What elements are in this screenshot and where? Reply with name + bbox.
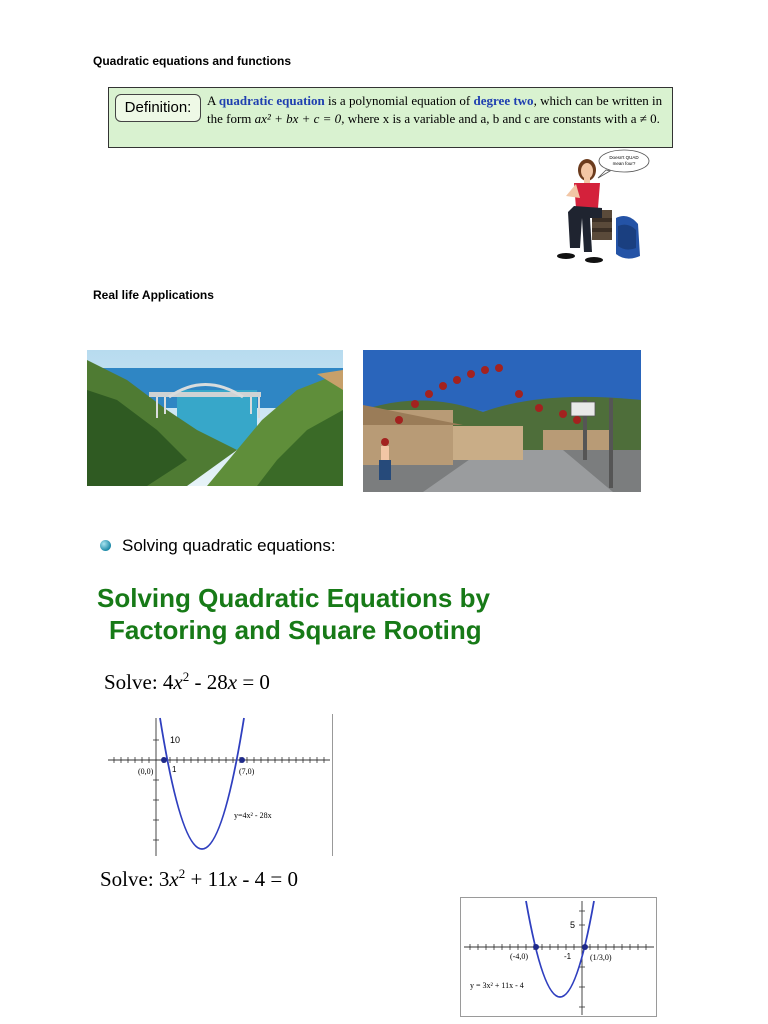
graph1-root-b: (7,0) bbox=[239, 767, 255, 776]
bridge-photo bbox=[87, 350, 343, 486]
problem1-equation: Solve: $4x^2 - 28x = 0$ bbox=[104, 669, 270, 694]
graph1-label-1: 1 bbox=[172, 765, 177, 774]
graph1-root-a: (0,0) bbox=[138, 767, 154, 776]
graph2-root-b: (1/3,0) bbox=[590, 953, 612, 962]
definition-formula: ax² + bx + c = 0 bbox=[254, 110, 342, 126]
keyword-quadratic-equation: quadratic equation bbox=[218, 93, 325, 108]
problem2-graph bbox=[460, 897, 658, 1017]
definition-box bbox=[108, 87, 673, 148]
graph2-root-a: (-4,0) bbox=[510, 952, 528, 961]
document-title: Quadratic equations and functions bbox=[93, 54, 292, 68]
graph1-curve-label: y=4x² - 28x bbox=[234, 811, 272, 820]
graph2-curve-label: y = 3x² + 11x - 4 bbox=[470, 981, 524, 990]
solving-bullet-text: Solving quadratic equations: bbox=[122, 536, 336, 555]
problem2-equation: Solve: $3x^2 + 11x - 4 = 0$ bbox=[100, 866, 298, 891]
definition-label: Definition: bbox=[115, 94, 201, 122]
graph1-label-10: 10 bbox=[170, 735, 181, 745]
cartoon-student-image bbox=[552, 148, 652, 268]
graph2-label-5: 5 bbox=[570, 920, 576, 930]
keyword-degree-two: degree two bbox=[473, 93, 534, 108]
solving-title-line2: Factoring and Square Rooting bbox=[109, 615, 482, 645]
graph2-label-minus1: -1 bbox=[564, 952, 572, 961]
speech-bubble-text: Doesn't QUAD bbox=[609, 155, 639, 160]
solving-title bbox=[97, 582, 557, 646]
svg-text:mean four?: mean four? bbox=[612, 161, 636, 166]
problem1-graph bbox=[108, 714, 334, 856]
bullet-icon bbox=[100, 540, 111, 551]
basketball-trajectory-photo bbox=[363, 350, 641, 492]
applications-heading: Real life Applications bbox=[93, 288, 214, 302]
definition-text: A quadratic equation is a polynomial equation of degree two, which can be written in the form ax² + bx + c = 0, where x is a variable and a, b and c are constants with a ≠ 0. bbox=[207, 93, 663, 126]
solving-title-line1: Solving Quadratic Equations by bbox=[97, 583, 490, 613]
